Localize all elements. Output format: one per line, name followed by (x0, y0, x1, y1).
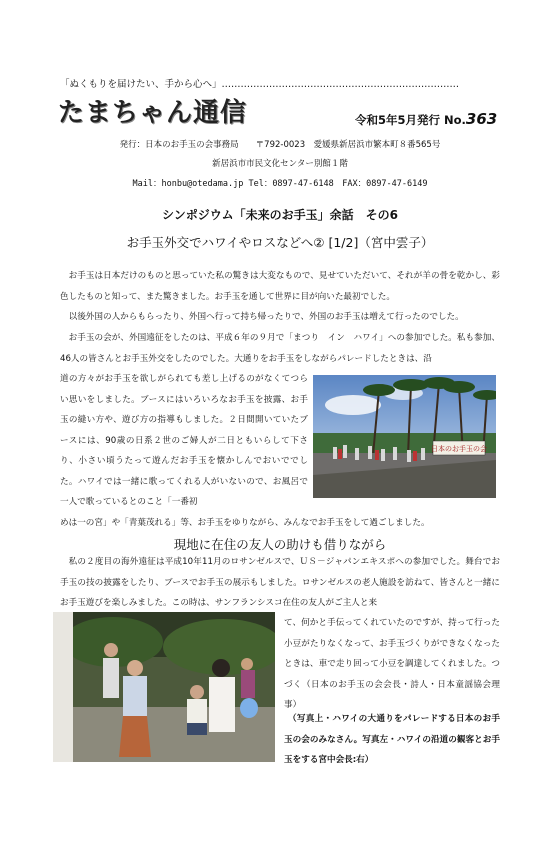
article-subheadline: 現地に在住の友人の助けも借りながら (173, 537, 387, 552)
article-headline: お手玉外交でハワイやロスなどへ② [1/2]（宮中雲子） (126, 235, 434, 250)
otedama-spectators-photo (53, 612, 275, 762)
paragraph: て、何かと手伝ってくれていたのですが、持って行った小豆がたりなくなって、お手玉づくりができなくなったときは、車で走り回って小豆を調達してくれました。つづく（日本のお手玉の会会長・詩人・日本童謡協会理事） (284, 618, 500, 710)
tagline: 「ぬくもりを届けたい、手から心へ」………………………………………………………………… (60, 79, 460, 90)
photo-caption: （写真上・ハワイの大通りをパレードする日本のお手玉の会のみなさん。写真左・ハワイの沿道の観客とお手玉をする宮中会長:右） (284, 714, 500, 765)
publisher-contact: Mail：honbu@otedama.jp Tel：0897-47-6148 FAX：0897-47-6149 (132, 179, 428, 189)
issue-number: 363 (465, 110, 498, 128)
paragraph: 私の２度目の海外遠征は平成10年11月のロサンゼルスで、ＵＳ－ジャパンエキスポへの参加でした。舞台でお手玉の技の披露をしたり、ブースでお手玉の展示もしました。ロサンゼルスの老人施設を訪ねて、皆さんと一緒にお手玉遊びを楽しみました。この時は、サンフランシスコ在住の友人がご主人と来 (60, 557, 500, 608)
newsletter-title: たまちゃん通信 (58, 98, 248, 128)
publisher-address: 新居浜市市民文化センター別館１階 (212, 159, 348, 169)
issue-info (355, 110, 497, 128)
paragraph: 以後外国の人からもらったり、外国へ行って持ち帰ったりで、外国のお手玉は増えて行ったのでした。 (68, 312, 464, 322)
hawaii-parade-photo (313, 375, 496, 498)
issue-prefix: 令和5年5月発行 No. (355, 113, 466, 127)
paragraph: お手玉の会が、外国遠征をしたのは、平成６年の９月で「まつり イン ハワイ」への参加でした。私も参加、46人の皆さんとお手玉外交をしたのでした。大通りをお手玉をしながらパレードしたときは、沿 (60, 333, 500, 364)
parade-banner-text: 日本のお手玉の会 (431, 445, 487, 453)
series-title: シンポジウム「未来のお手玉」余話 その6 (162, 208, 398, 222)
paragraph: めは一の宮」や「青葉茂れる」等、お手玉をゆりながら、みんなでお手玉をして過ごしました。 (60, 518, 430, 528)
paragraph: お手玉は日本だけのものと思っていた私の驚きは大変なもので、見せていただいて、それが羊の骨を乾かし、彩色したものと知って、また驚きました。お手玉を通して世界に目が向いた最初でした。 (60, 271, 500, 302)
paragraph: 道の方々がお手玉を欲しがられても差し上げるのがなくてつらい思いをしました。ブースにはいろいろなお手玉を披露、お手玉の縫い方や、遊び方の指導もしました。２日間開いていたブースには、90歳の日系２世のご婦人が二日ともいらして下さり、小さい頃うたって遊んだお手玉を懐かしんでおいででした。ハワイでは一緒に歌ってくれる人がいないので、お風呂で一人で歌っているとのこと「一番初 (60, 374, 308, 507)
publisher-line: 発行：日本のお手玉の会事務局 〒792-0023 愛媛県新居浜市繁本町８番565号 (119, 140, 441, 150)
